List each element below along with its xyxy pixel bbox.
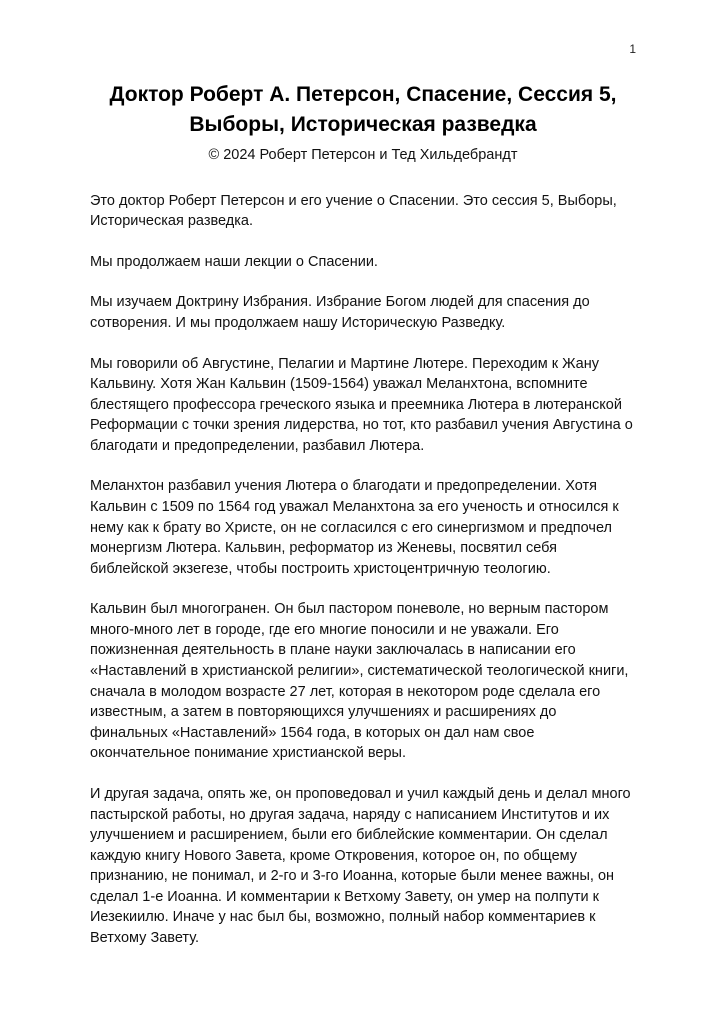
paragraph: Мы продолжаем наши лекции о Спасении.	[90, 253, 378, 270]
paragraph: Меланхтон разбавил учения Лютера о благодати и предопределении. Хотя Кальвин с 1509 по 1564 год уважал Меланхтона за его ученость и относился к нему как к брату во Христе, он не согласился с его синергизмом и предпочел монергизм Лютера. Кальвин, реформатор из Женевы, посвятил себя библейской экзегезе, чтобы построить христоцентричную теологию.	[90, 478, 619, 577]
copyright-line: © 2024 Роберт Петерсон и Тед Хильдебрандт	[208, 146, 518, 163]
document-title-line-1: Доктор Роберт А. Петерсон, Спасение, Сессия 5,	[109, 83, 617, 106]
document-title-line-2: Выборы, Историческая разведка	[189, 112, 537, 136]
paragraph: И другая задача, опять же, он проповедовал и учил каждый день и делал много пастырской работы, но другая задача, наряду с написанием Институтов и их улучшением и расширением, были его библейские комментарии. Он сделал каждую книгу Нового Завета, кроме Откровения, которое он, по общему признанию, не понимал, и 2-го и 3-го Иоанна, которые были менее важны, он сделал 1-е Иоанна. И комментарии к Ветхому Завету, он умер на полпути к Иезекиилю. Иначе у нас был бы, возможно, полный набор комментариев к Ветхому Завету.	[90, 785, 631, 946]
document-title	[90, 80, 636, 140]
paragraph: Это доктор Роберт Петерсон и его учение о Спасении. Это сессия 5, Выборы, Историческая разведка.	[90, 192, 617, 230]
page-number: 1	[629, 42, 636, 56]
paragraph: Кальвин был многогранен. Он был пастором поневоле, но верным пастором много-много лет в городе, где его многие поносили и не уважали. Его пожизненная деятельность в плане науки заключалась в написании его «Наставлений в христианской религии», систематической теологической книги, сначала в молодом возрасте 27 лет, которая в некотором роде сделала его известным, а затем в повторяющихся улучшениях и расширениях до финальных «Наставлений» 1564 года, в которых он дал нам свое окончательное понимание христианской веры.	[90, 601, 629, 762]
paragraph: Мы говорили об Августине, Пелагии и Мартине Лютере. Переходим к Жану Кальвину. Хотя Жан Кальвин (1509-1564) уважал Меланхтона, вспомните блестящего профессора греческого языка и преемника Лютера в лютеранской Реформации с точки зрения лидерства, но тот, кто разбавил учения Августина о благодати и предопределении, разбавил Лютера.	[90, 355, 633, 454]
document-body	[90, 191, 636, 949]
paragraph: Мы изучаем Доктрину Избрания. Избрание Богом людей для спасения до сотворения. И мы продолжаем нашу Историческую Разведку.	[90, 294, 590, 331]
